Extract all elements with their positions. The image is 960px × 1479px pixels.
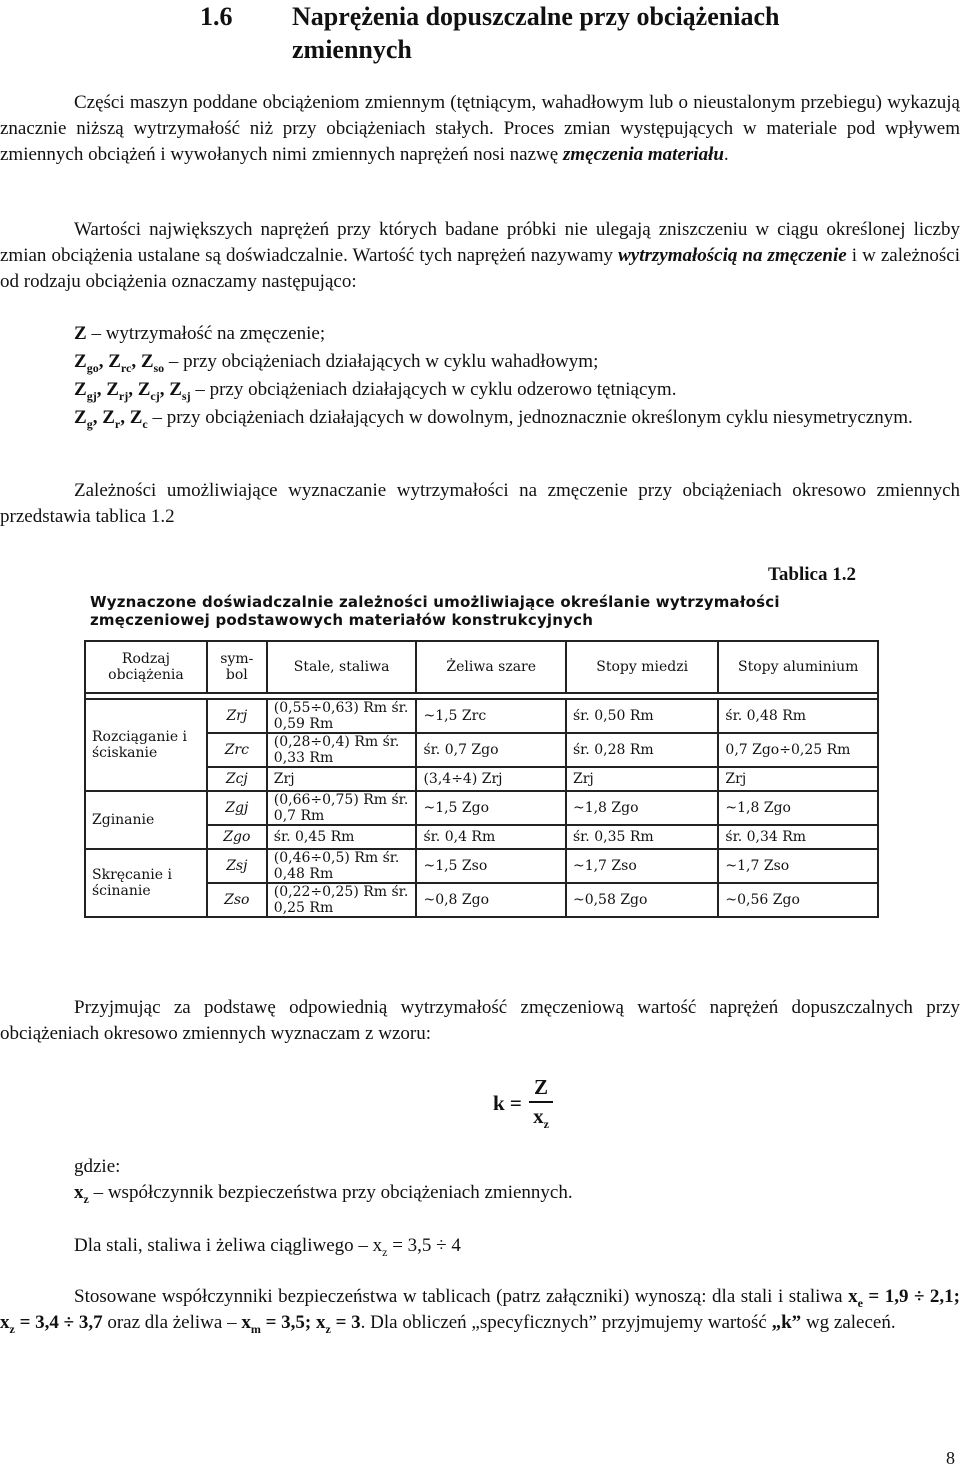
cell-symbol: Zgj bbox=[207, 791, 267, 825]
sym-xz: $x_z$ bbox=[74, 1182, 89, 1206]
cell-symbol: Zgo bbox=[207, 825, 267, 849]
th-aluminium-alloys: Stopy aluminium bbox=[718, 641, 878, 693]
where-label: gdzie: bbox=[74, 1156, 121, 1177]
cell-aluminium: śr. 0,34 Rm bbox=[718, 825, 878, 849]
cell-copper: śr. 0,35 Rm bbox=[566, 825, 718, 849]
cell-copper: ~1,8 Zgo bbox=[566, 791, 718, 825]
cell-copper: śr. 0,28 Rm bbox=[566, 733, 718, 767]
th-load-type: Rodzaj obciążenia bbox=[85, 641, 207, 693]
def-go bbox=[74, 349, 954, 374]
cell-steel: (0,22÷0,25) Rm śr. 0,25 Rm bbox=[267, 883, 417, 917]
cell-symbol: Zsj bbox=[207, 849, 267, 883]
cell-aluminium: ~1,8 Zgo bbox=[718, 791, 878, 825]
xm-values: $x_m = 3,5$; $x_z = 3$ bbox=[241, 1312, 361, 1336]
paragraph-table-ref bbox=[0, 478, 960, 530]
th-grey-cast-iron: Żeliwa szare bbox=[416, 641, 566, 693]
cell-steel: (0,66÷0,75) Rm śr. 0,7 Rm bbox=[267, 791, 417, 825]
sym-zgo: $Z_{go}$, $Z_{rc}$, $Z_{so}$ bbox=[74, 351, 165, 375]
formula-lhs: k = bbox=[493, 1091, 522, 1115]
def-z-text: – wytrzymałość na zmęczenie; bbox=[86, 323, 326, 344]
group-tension: Rozciąganie i ściskanie bbox=[85, 699, 207, 791]
cell-cast-iron: ~1,5 Zrc bbox=[416, 699, 566, 733]
def-gj bbox=[74, 377, 954, 402]
fatigue-table bbox=[84, 640, 879, 918]
cell-aluminium: Zrj bbox=[718, 767, 878, 791]
def-gj-text: – przy obciążeniach działających w cyklu odzerowo tętniącym. bbox=[190, 379, 677, 400]
cell-steel: (0,28÷0,4) Rm śr. 0,33 Rm bbox=[267, 733, 417, 767]
def-g bbox=[74, 405, 954, 430]
paragraph-intro-end: . bbox=[723, 144, 729, 165]
formula-fraction bbox=[529, 1073, 553, 1132]
sym-z: Z bbox=[74, 323, 87, 344]
cell-cast-iron: śr. 0,7 Zgo bbox=[416, 733, 566, 767]
term-fatigue-strength: wytrzymałością na zmęczenie bbox=[618, 245, 847, 266]
table-caption: Tablica 1.2 bbox=[768, 564, 856, 585]
page-number: 8 bbox=[946, 1448, 955, 1468]
cell-copper: Zrj bbox=[566, 767, 718, 791]
sym-zgj: $Z_{gj}$, $Z_{rj}$, $Z_{cj}$, $Z_{sj}$ bbox=[74, 379, 191, 403]
cell-copper: ~0,58 Zgo bbox=[566, 883, 718, 917]
xz-definition-text: – współczynnik bezpieczeństwa przy obciążeniach zmiennych. bbox=[88, 1182, 573, 1203]
cell-steel: (0,55÷0,63) Rm śr. 0,59 Rm bbox=[267, 699, 417, 733]
th-copper-alloys: Stopy miedzi bbox=[566, 641, 718, 693]
formula-numerator: Z bbox=[529, 1073, 553, 1103]
paragraph-safety-factors: Stosowane współczynniki bezpieczeństwa w tablicach (patrz załączniki) wynoszą: dla stali i staliwa $x_e = 1,9 \div 2,1$; $x_z = 3,4 \div 3,7$ oraz dla żeliwa – $x_m = 3,5$; $x_z = 3$. Dla obliczeń „specyficznych” przyjmujemy wartość „k” wg zaleceń. bbox=[0, 1286, 960, 1336]
definition-list bbox=[74, 321, 954, 430]
paragraph-definition-end: i w zależności od rodzaju obciążenia oznaczamy następująco: bbox=[0, 245, 960, 292]
paragraph-intro-text: Części maszyn poddane obciążeniom zmiennym (tętniącym, wahadłowym lub o nieustalonym przebiegu) wykazują znacznie niższą wytrzymałość niż przy obciążeniach stałych. Proces zmian występujących w materiale pod wpływem zmiennych obciążeń i wywołanych nimi zmiennych naprężeń nosi nazwę bbox=[0, 92, 960, 165]
cell-aluminium: śr. 0,48 Rm bbox=[718, 699, 878, 733]
def-g-text: – przy obciążeniach działających w dowolnym, jednoznacznie określonym cyklu niesymetrycznym. bbox=[147, 407, 913, 428]
cell-cast-iron: ~0,8 Zgo bbox=[416, 883, 566, 917]
group-torsion: Skręcanie i ścinanie bbox=[85, 849, 207, 917]
def-go-text: – przy obciążeniach działających w cyklu wahadłowym; bbox=[164, 351, 599, 372]
th-symbol: sym-bol bbox=[207, 641, 267, 693]
cell-cast-iron: śr. 0,4 Rm bbox=[416, 825, 566, 849]
paragraph-definition bbox=[0, 217, 960, 295]
def-z bbox=[74, 321, 954, 346]
paragraph-formula-intro bbox=[0, 995, 960, 1047]
table-title bbox=[90, 593, 780, 629]
paragraph-definition-text: Wartości największych naprężeń przy których badane próbki nie ulegają zniszczeniu w ciągu określonej liczby zmian obciążenia ustalane są doświadczalnie. Wartość tych naprężeń nazywamy bbox=[0, 219, 960, 266]
th-steels: Stale, staliwa bbox=[267, 641, 417, 693]
paragraph-table-ref-text: Zależności umożliwiające wyznaczanie wytrzymałości na zmęczenie przy obciążeniach okresowo zmiennych przedstawia tablica 1.2 bbox=[0, 480, 960, 527]
cell-steel: Zrj bbox=[267, 767, 417, 791]
paragraph-formula-intro-text: Przyjmując za podstawę odpowiednią wytrzymałość zmęczeniową wartość naprężeń dopuszczalnych przy obciążeniach okresowo zmiennych wyznaczam z wzoru: bbox=[0, 997, 960, 1044]
cell-aluminium: ~1,7 Zso bbox=[718, 849, 878, 883]
xz-definition bbox=[74, 1180, 573, 1206]
paragraph-steel-factor: Dla stali, staliwa i żeliwa ciągliwego – $x_z = 3,5 \div 4$ bbox=[74, 1235, 461, 1259]
xe-values: $x_e = 1,9 \div 2,1$; $x_z = 3,4 \div 3,7$ bbox=[0, 1286, 960, 1336]
cell-aluminium: ~0,56 Zgo bbox=[718, 883, 878, 917]
cell-cast-iron: (3,4÷4) Zrj bbox=[416, 767, 566, 791]
cell-steel: (0,46÷0,5) Rm śr. 0,48 Rm bbox=[267, 849, 417, 883]
cell-cast-iron: ~1,5 Zgo bbox=[416, 791, 566, 825]
table-header-row bbox=[85, 641, 878, 693]
section-title: Naprężenia dopuszczalne przy obciążeniach zmiennych bbox=[292, 2, 780, 64]
group-bending: Zginanie bbox=[85, 791, 207, 849]
cell-symbol: Zso bbox=[207, 883, 267, 917]
table-title-line1: Wyznaczone doświadczalnie zależności umożliwiające określanie wytrzymałości bbox=[90, 593, 780, 611]
k-value: „k” bbox=[771, 1312, 802, 1333]
cell-copper: śr. 0,50 Rm bbox=[566, 699, 718, 733]
cell-symbol: Zrj bbox=[207, 699, 267, 733]
cell-symbol: Zcj bbox=[207, 767, 267, 791]
cell-copper: ~1,7 Zso bbox=[566, 849, 718, 883]
formula-denominator: $x_z$ bbox=[533, 1104, 549, 1132]
table-row bbox=[85, 791, 878, 825]
table-row bbox=[85, 849, 878, 883]
table-row bbox=[85, 699, 878, 733]
cell-aluminium: 0,7 Zgo÷0,25 Rm bbox=[718, 733, 878, 767]
sym-zg: $Z_g$, $Z_r$, $Z_c$ bbox=[74, 407, 148, 431]
section-number: 1.6 bbox=[200, 2, 233, 31]
cell-cast-iron: ~1,5 Zso bbox=[416, 849, 566, 883]
cell-steel: śr. 0,45 Rm bbox=[267, 825, 417, 849]
table-title-line2: zmęczeniowej podstawowych materiałów konstrukcyjnych bbox=[90, 611, 594, 629]
term-fatigue: zmęczenia materiału bbox=[562, 144, 724, 165]
cell-symbol: Zrc bbox=[207, 733, 267, 767]
paragraph-intro bbox=[0, 90, 960, 168]
